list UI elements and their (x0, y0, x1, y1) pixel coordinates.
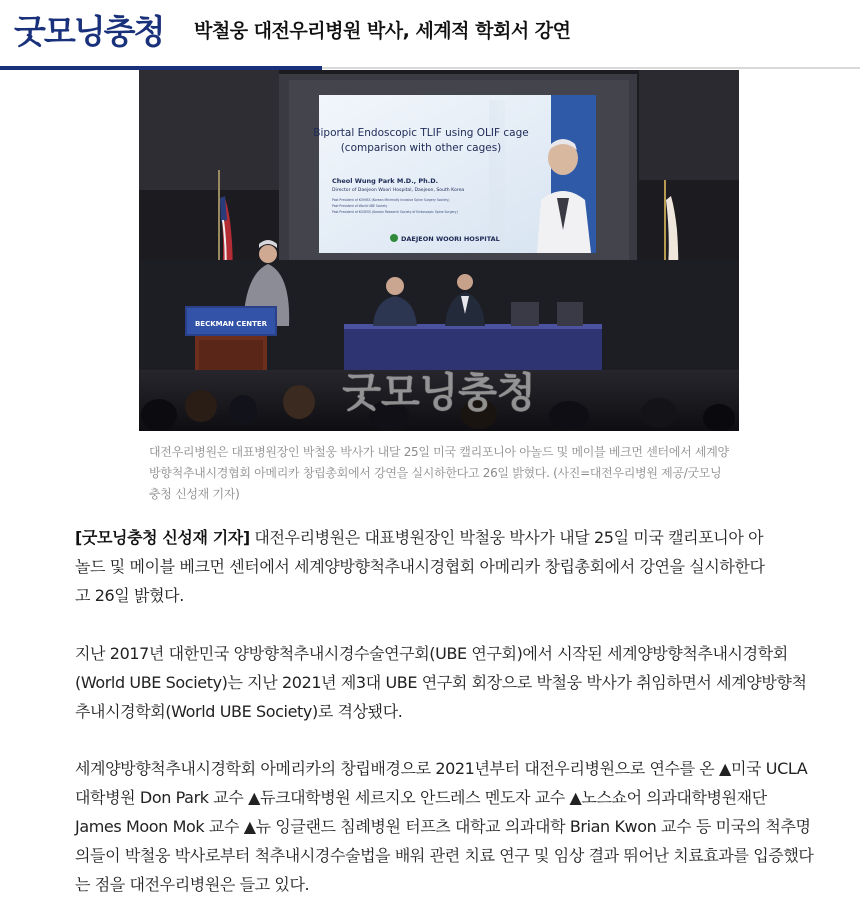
slide-credential-1: Past President of KOMISS (Korean Minimally Invasive Spine Surgery Society) (332, 198, 450, 202)
article-photo (139, 70, 739, 431)
photo-illustration (139, 70, 739, 431)
header-divider (322, 67, 860, 69)
slide-presenter-title: Director of Daejeon Woori Hospital, Daejeon, South Korea (332, 188, 465, 193)
slide-title-line-1: Biportal Endoscopic TLIF using OLIF cage (313, 127, 529, 139)
photo-caption: 대전우리병원은 대표병원장인 박철웅 박사가 내달 25일 미국 캘리포니아 아놀드 및 메이블 베크먼 센터에서 세계양방향척추내시경협회 아메리카 창립총회에서 강연을 실시하한다고 26일 밝혔다. (사진=대전우리병원 제공/굿모닝충청 신성재 기자) (149, 445, 729, 501)
slide-credential-3: Past President of KOSESS (Korean Research Society of Endoscopic Spine Surgery) (332, 210, 458, 214)
article-paragraph-2: 지난 2017년 대한민국 양방향척추내시경수술연구회(UBE 연구회)에서 시작된 세계양방향척추내시경학회(World UBE Society)는 지난 2021년 제3대 UBE 연구회 회장으로 박철웅 박사가 취임하면서 세계양방향척추내시경학회(World UBE Society)로 격상됐다. (75, 644, 807, 721)
article-paragraph-3: 세계양방향척추내시경학회 아메리카의 창립배경으로 2021년부터 대전우리병원으로 연수를 온 ▲미국 UCLA대학병원 Don Park 교수 ▲듀크대학병원 세르지오 안드레스 멘도자 교수 ▲노스쇼어 의과대학병원재단 James Moon Mok 교수 ▲뉴 잉글랜드 침례병원 터프츠 대학교 의과대학 Brian Kwon 교수 등 미국의 척추명의들이 박철웅 박사로부터 척추내시경수술법을 배워 관련 치료 연구 및 임상 결과 뛰어난 치료효과를 입증했다는 점을 대전우리병원은 들고 있다. (75, 759, 814, 894)
article-headline: 박철웅 대전우리병원 박사, 세계적 학회서 강연 (194, 20, 571, 42)
photo-watermark: 굿모닝충청 (342, 370, 536, 416)
slide-hospital-name: DAEJEON WOORI HOSPITAL (401, 235, 500, 243)
podium-sign: BECKMAN CENTER (194, 320, 268, 328)
site-logo[interactable]: 굿모닝충청 (14, 12, 164, 51)
slide-presenter-name: Cheol Wung Park M.D., Ph.D. (332, 177, 439, 185)
slide-credential-2: Past President of World UBE Society (332, 204, 388, 208)
article-paragraph-1-text: 대전우리병원은 대표병원장인 박철웅 박사가 내달 25일 미국 캘리포니아 아놀드 및 메이블 베크먼 센터에서 세계양방향척추내시경협회 아메리카 창립총회에서 강연을 실시하한다고 26일 밝혔다. (75, 528, 765, 605)
slide-title-line-2: (comparison with other cages) (340, 142, 502, 154)
article-paragraph-1 (75, 523, 775, 610)
site-header (0, 0, 860, 66)
article-byline: [굿모닝충청 신성재 기자] (75, 528, 250, 547)
